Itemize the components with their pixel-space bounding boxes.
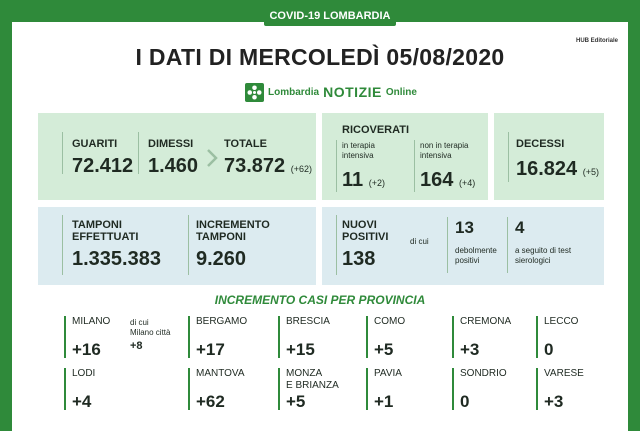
nuovi-label-1: NUOVI [342,219,377,231]
page-title: I DATI DI MERCOLEDÌ 05/08/2020 [135,44,505,70]
province-bar [536,316,538,358]
province-card [536,368,631,416]
province-value: +15 [286,340,315,359]
province-bar [536,368,538,410]
province-bar [366,368,368,410]
totale-delta: (+62) [290,164,312,174]
brand-notizie: NOTIZIE [323,84,382,100]
province-value: +4 [72,392,92,411]
province-name: CREMONA [460,316,512,327]
decessi-value [516,158,599,181]
province-value: +3 [460,340,480,359]
milano-note-2: Milano città [130,328,171,337]
brand-lombardia: Lombardia [268,86,320,98]
ti-delta: (+2) [368,178,385,188]
province-name: LECCO [544,316,579,327]
divider [507,217,508,273]
province-value: +3 [544,392,564,411]
province-value: 0 [544,340,554,359]
province-card [278,368,373,416]
dimessi-label: DIMESSI [148,138,194,150]
ricoverati-label: RICOVERATI [342,124,410,136]
header-tab: COVID-19 LOMBARDIA [264,6,396,26]
province-value: +17 [196,340,225,359]
divider [336,215,337,275]
totale-label: TOTALE [224,138,267,150]
brand-logo [245,81,417,103]
province-value: +62 [196,392,225,411]
nuovi-value: 138 [342,248,376,270]
deb-label-1: debolmente [455,246,497,255]
province-bar [64,316,66,358]
province-bar [278,368,280,410]
divider [447,217,448,273]
divider [62,215,63,275]
province-card [536,316,631,364]
province-card [188,316,283,364]
province-name: COMO [374,316,406,327]
decessi-delta: (+5) [582,167,599,177]
province-bar [452,368,454,410]
milano-note-1: di cui [130,318,149,327]
province-card [452,368,547,416]
province-card [366,368,461,416]
province-bar [64,368,66,410]
divider [62,132,63,174]
province-bar [188,316,190,358]
decessi-label: DECESSI [516,138,565,150]
brand-online: Online [385,86,417,98]
nti-value [420,169,475,192]
province-name: MANTOVA [196,368,245,379]
province-value: +5 [286,392,306,411]
divider [508,132,509,182]
province-bar [278,316,280,358]
province-bar [366,316,368,358]
ti-label: in terapia intensiva [342,141,375,160]
lombardia-cross-icon [245,83,264,102]
totale-number: 73.872 [224,155,286,177]
province-name: MILANO [72,316,111,327]
nti-label: non in terapia intensiva [420,141,469,160]
sier-label-1: a seguito di test [515,246,572,255]
province-name: BRESCIA [286,316,330,327]
province-name: LODI [72,368,96,379]
province-name: SONDRIO [460,368,507,379]
dicui-label: di cui [410,237,429,246]
sier-value: 4 [515,218,525,237]
province-value: +16 [72,340,101,359]
province-bar [452,316,454,358]
dimessi-value: 1.460 [148,155,199,177]
nti-delta: (+4) [458,178,476,188]
guariti-value: 72.412 [72,155,134,177]
ti-number: 11 [342,169,364,191]
province-name: PAVIA [374,368,402,379]
province-name: VARESE [544,368,584,379]
province-value: +5 [374,340,394,359]
province-card [366,316,461,364]
hub-label: HUB Editoriale [575,38,618,44]
tamponi-value: 1.335.383 [72,248,161,270]
province-card [64,368,159,416]
divider [414,140,415,192]
province-card [188,368,283,416]
province-value: 0 [460,392,470,411]
deb-value: 13 [455,218,474,237]
deb-label-2: positivi [455,256,480,265]
nuovi-label-2: POSITIVI [342,231,389,243]
province-bar [188,368,190,410]
province-name: BERGAMO [196,316,248,327]
province-value: +1 [374,392,394,411]
chevron-right-icon [205,148,219,168]
province-name: MONZA E BRIANZA [286,368,339,391]
province-card [278,316,373,364]
milano-note-value: +8 [130,340,143,352]
totale-value [224,155,312,178]
tamponi-label-2: EFFETTUATI [72,231,139,243]
incremento-value: 9.260 [196,248,247,270]
sier-label-2: sierologici [515,256,551,265]
ti-value [342,169,385,192]
divider [138,132,139,174]
incremento-label-2: TAMPONI [196,231,246,243]
decessi-number: 16.824 [516,158,578,180]
divider [336,140,337,192]
nti-number: 164 [420,169,454,191]
guariti-label: GUARITI [72,138,118,150]
box-decessi [494,113,604,200]
divider [188,215,189,275]
incremento-label-1: INCREMENTO [196,219,270,231]
province-title: INCREMENTO CASI PER PROVINCIA [214,293,426,307]
tamponi-label-1: TAMPONI [72,219,122,231]
province-card [452,316,547,364]
